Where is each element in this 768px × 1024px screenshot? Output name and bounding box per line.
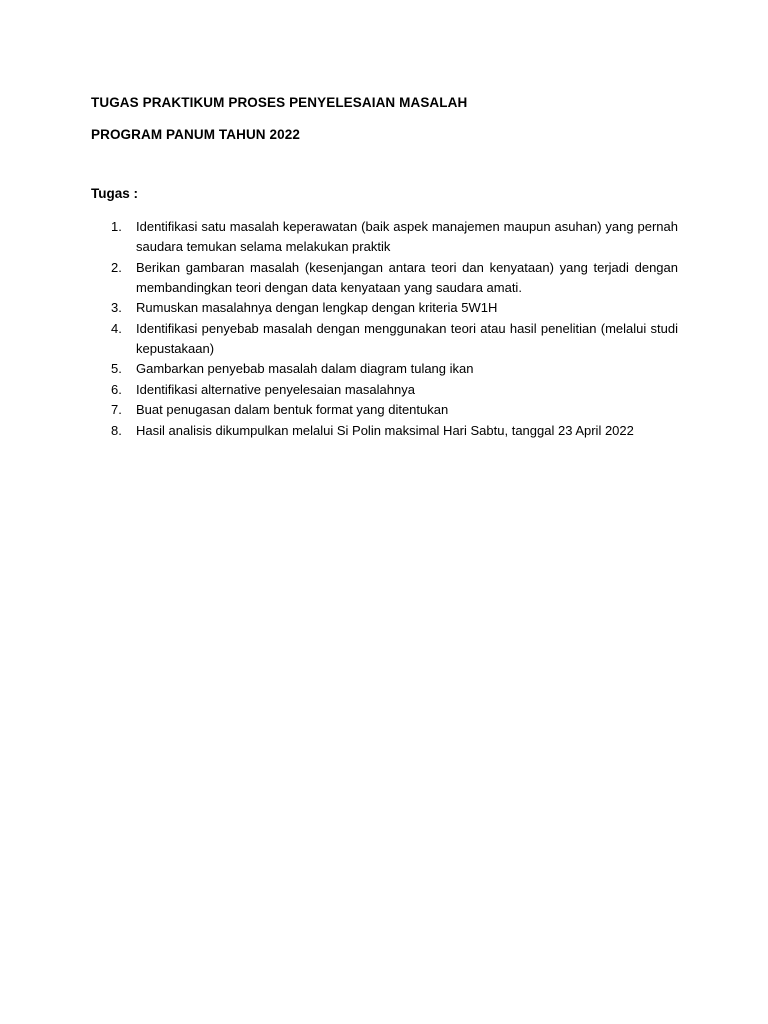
- document-title: TUGAS PRAKTIKUM PROSES PENYELESAIAN MASALAH: [91, 95, 468, 110]
- task-number: 4.: [111, 320, 122, 336]
- task-item-5: [91, 359, 678, 379]
- task-item-2: [91, 258, 678, 298]
- task-text: Hasil analisis dikumpulkan melalui Si Polin maksimal Hari Sabtu, tanggal 23 April 2022: [136, 422, 634, 438]
- task-number: 8.: [111, 422, 122, 438]
- task-item-7: [91, 400, 678, 420]
- task-number: 5.: [111, 361, 122, 376]
- task-number: 1.: [111, 219, 122, 234]
- task-number: 6.: [111, 381, 122, 397]
- task-list: [91, 217, 678, 441]
- task-text: Identifikasi satu masalah keperawatan (baik aspek manajemen maupun asuhan) yang pernah saudara temukan selama melakukan praktik: [136, 219, 678, 254]
- task-item-3: [91, 298, 678, 318]
- task-text: Buat penugasan dalam bentuk format yang ditentukan: [136, 402, 449, 417]
- task-text: Berikan gambaran masalah (kesenjangan antara teori dan kenyataan) yang terjadi dengan membandingkan teori dengan data kenyataan yang saudara amati.: [136, 259, 678, 295]
- task-item-1: [91, 217, 678, 257]
- task-item-4: [91, 319, 678, 359]
- task-number: 2.: [111, 259, 122, 275]
- tasks-heading: Tugas :: [91, 186, 138, 201]
- task-number: 3.: [111, 300, 122, 315]
- task-text: Gambarkan penyebab masalah dalam diagram tulang ikan: [136, 361, 474, 376]
- task-text: Identifikasi penyebab masalah dengan menggunakan teori atau hasil penelitian (melalui studi kepustakaan): [136, 320, 678, 356]
- task-text: Identifikasi alternative penyelesaian masalahnya: [136, 381, 415, 397]
- task-item-8: [91, 421, 678, 441]
- document-subtitle: PROGRAM PANUM TAHUN 2022: [91, 127, 300, 142]
- task-item-6: [91, 380, 678, 400]
- task-text: Rumuskan masalahnya dengan lengkap dengan kriteria 5W1H: [136, 300, 498, 315]
- task-number: 7.: [111, 402, 122, 417]
